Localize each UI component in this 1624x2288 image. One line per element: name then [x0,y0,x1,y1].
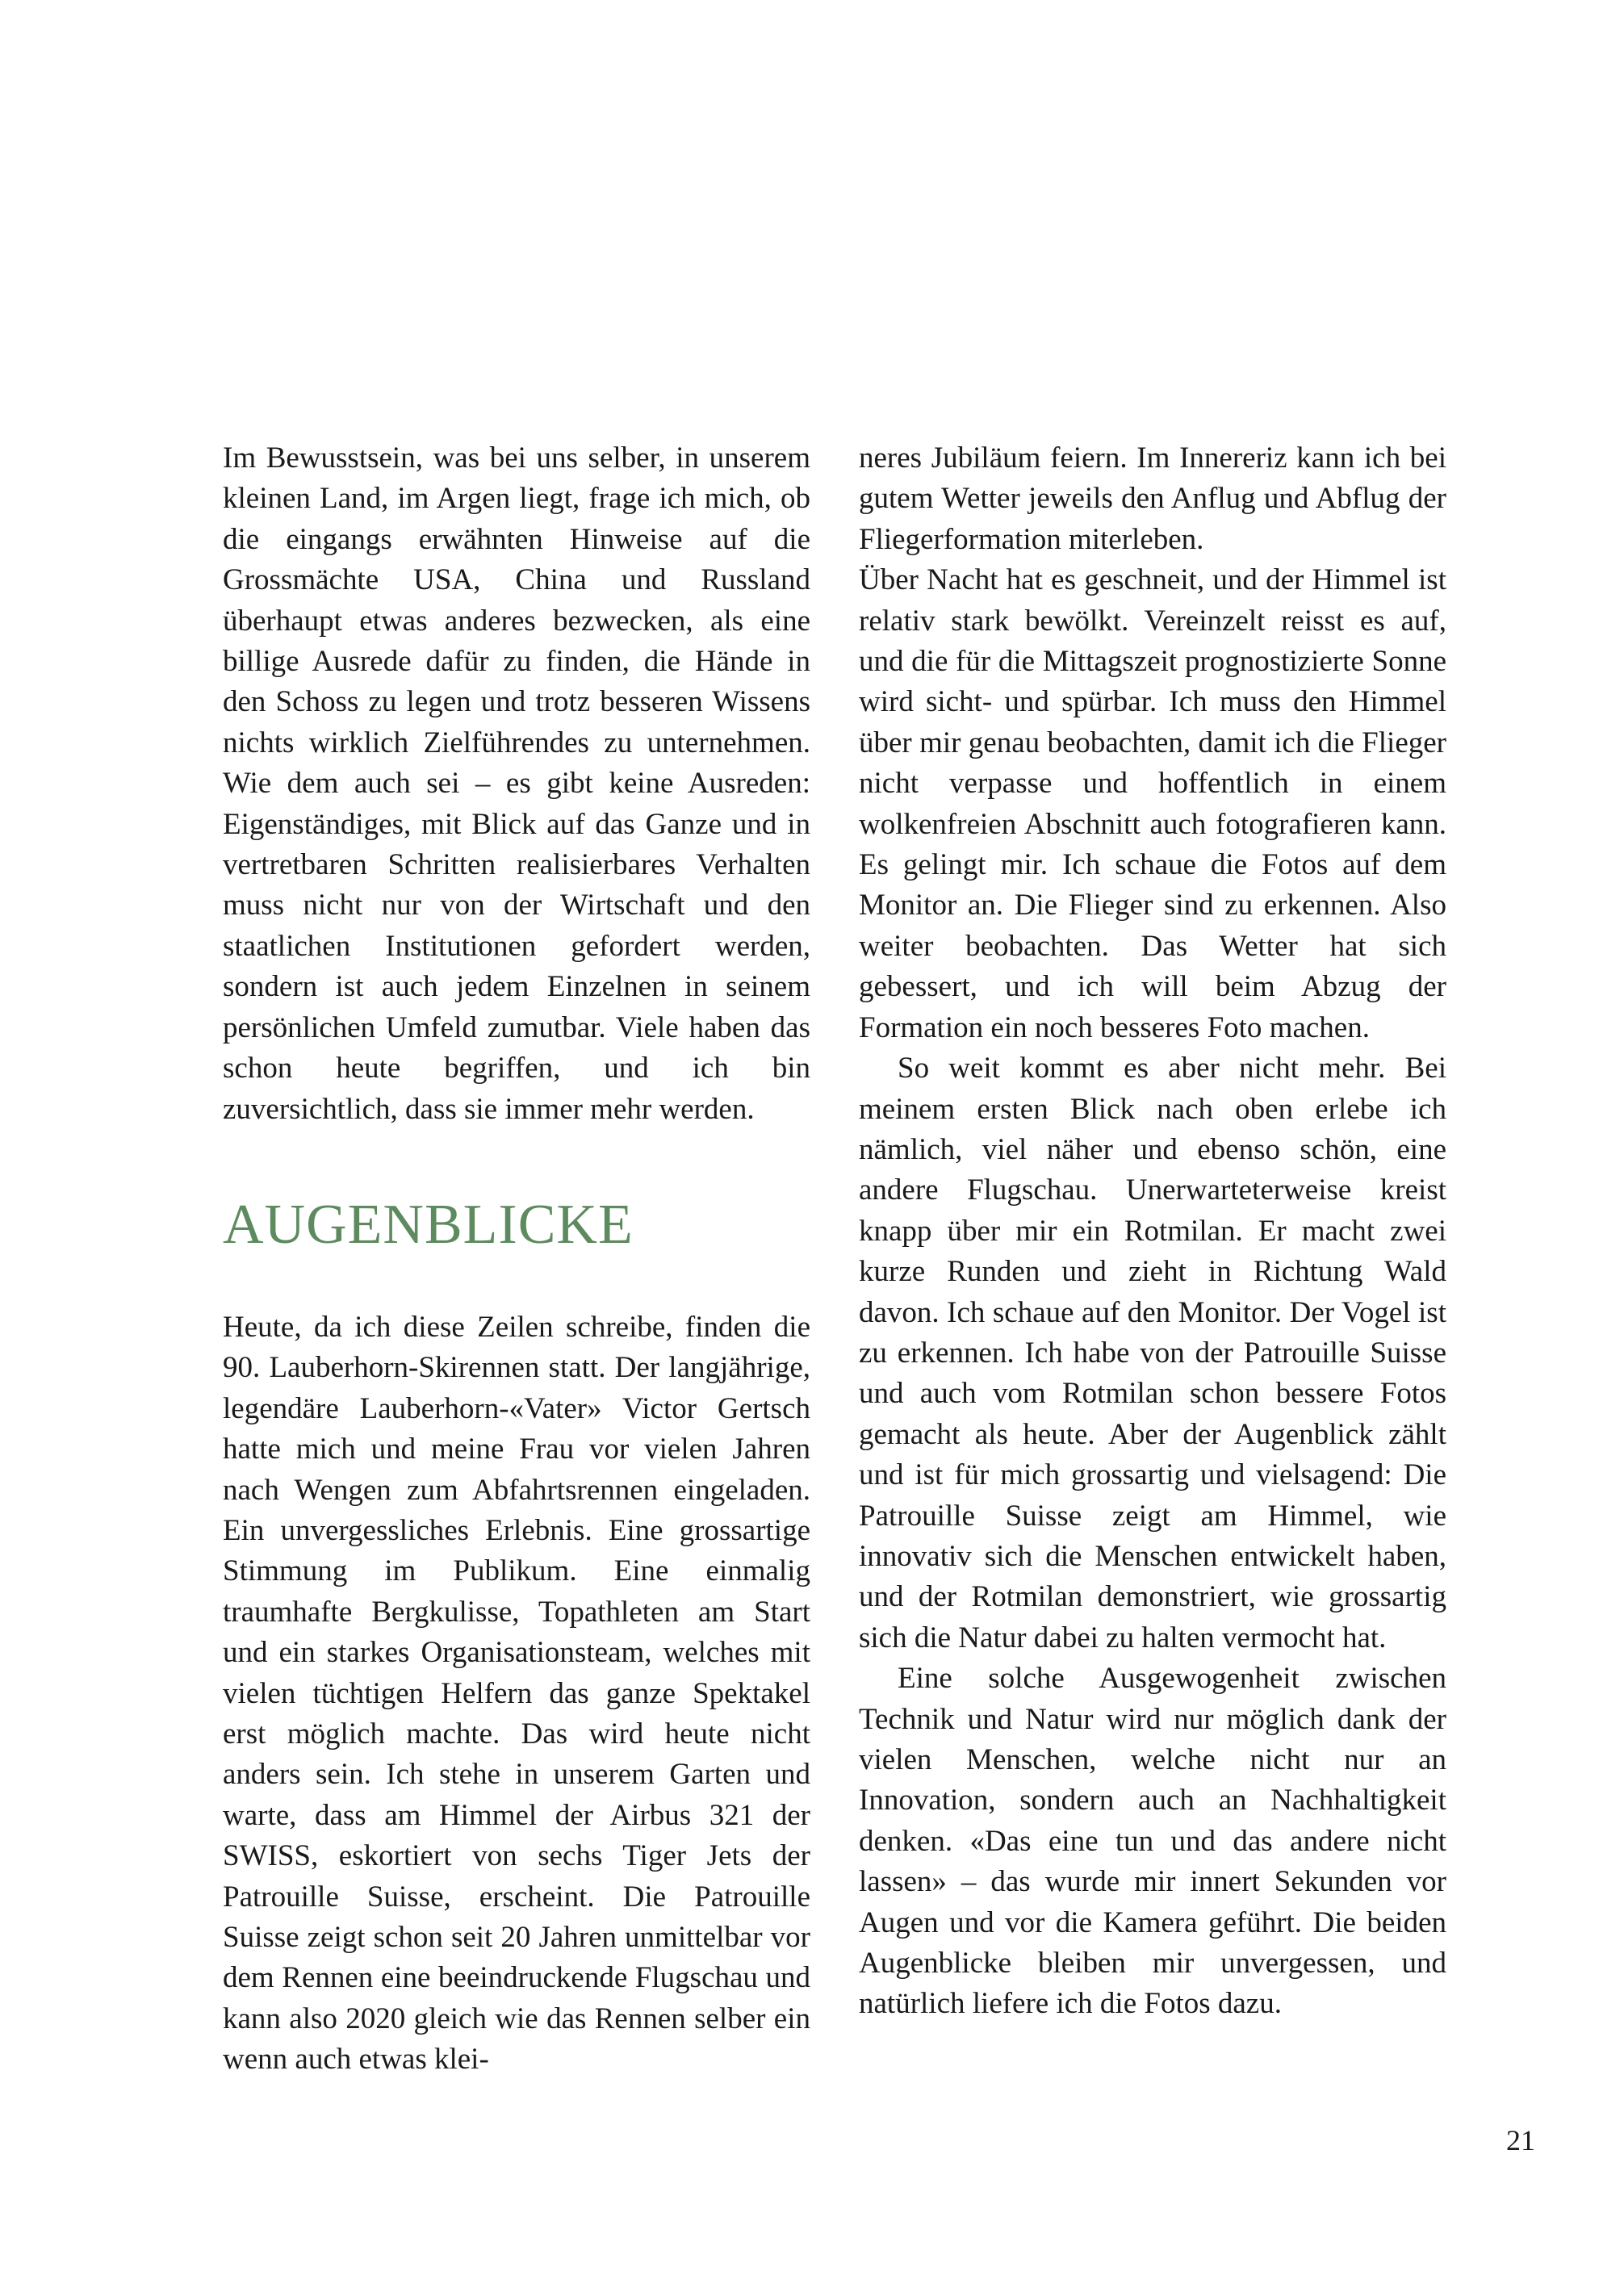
body-paragraph: Im Bewusstsein, was bei uns selber, in unserem kleinen Land, im Argen liegt, frage ich mich, ob die eingangs erwähnten Hinweise auf die Grossmächte USA, China und Russland überhaupt etwas anderes bezwecken, als eine billige Ausrede dafür zu finden, die Hände in den Schoss zu legen und trotz besseren Wissens nichts wirklich Zielführendes zu unternehmen. Wie dem auch sei – es gibt keine Ausreden: Eigenständiges, mit Blick auf das Ganze und in vertretbaren Schritten realisierbares Verhalten muss nicht nur von der Wirtschaft und den staatlichen Institutionen gefordert werden, sondern ist auch jedem Einzelnen in seinem persönlichen Umfeld zumutbar. Viele haben das schon heute begriffen, und ich bin zuversichtlich, dass sie immer mehr werden. [223,441,810,1126]
left-column [223,438,810,2081]
body-paragraph: Eine solche Ausgewogenheit zwischen Technik und Natur wird nur möglich dank der vielen Menschen, welche nicht nur an Innovation, sondern auch an Nachhaltigkeit denken. «Das eine tun und das andere nicht lassen» – das wurde mir innert Sekunden vor Augen und vor die Kamera geführt. Die beiden Augenblicke bleiben mir unvergessen, und natürlich liefere ich die Fotos dazu. [859,1662,1446,2021]
page-number: 21 [1506,2124,1535,2156]
section-heading: AUGENBLICKE [223,1193,634,1256]
body-paragraph: neres Jubiläum feiern. Im Innereriz kann ich bei gutem Wetter jeweils den Anflug und Abflug der Fliegerformation miterleben. [859,441,1446,556]
body-paragraph: So weit kommt es aber nicht mehr. Bei meinem ersten Blick nach oben erlebe ich nämlich, viel näher und ebenso schön, eine andere Flugschau. Unerwarteterweise kreist knapp über mir ein Rotmilan. Er macht zwei kurze Runden und zieht in Richtung Wald davon. Ich schaue auf den Monitor. Der Vogel ist zu erkennen. Ich habe von der Patrouille Suisse und auch vom Rotmilan schon bessere Fotos gemacht als heute. Aber der Augenblick zählt und ist für mich grossartig und vielsagend: Die Patrouille Suisse zeigt am Himmel, wie innovativ sich die Menschen entwickelt haben, und der Rotmilan demonstriert, wie grossartig sich die Natur dabei zu halten vermocht hat. [859,1052,1446,1654]
body-paragraph: Über Nacht hat es geschneit, und der Himmel ist relativ stark bewölkt. Vereinzelt reisst es auf, und die für die Mittagszeit prognostizierte Sonne wird sicht- und spürbar. Ich muss den Himmel über mir genau beobachten, damit ich die Flieger nicht verpasse und hoffentlich in einem wolkenfreien Abschnitt auch fotografieren kann. Es gelingt mir. Ich schaue die Fotos auf dem Monitor an. Die Flieger sind zu erkennen. Also weiter beobachten. Das Wetter hat sich gebessert, und ich will beim Abzug der Formation ein noch besseres Foto machen. [859,563,1446,1044]
body-paragraph: Heute, da ich diese Zeilen schreibe, finden die 90. Lauberhorn-Skirennen statt. Der langjährige, legendäre Lauberhorn-«Vater» Victor Gertsch hatte mich und meine Frau vor vielen Jahren nach Wengen zum Abfahrtsrennen eingeladen. Ein unvergessliches Erlebnis. Eine grossartige Stimmung im Publikum. Eine einmalig traumhafte Bergkulisse, Topathleten am Start und ein starkes Organisationsteam, welches mit vielen tüchtigen Helfern das ganze Spektakel erst möglich machte. Das wird heute nicht anders sein. Ich stehe in unserem Garten und warte, dass am Himmel der Airbus 321 der SWISS, eskortiert von sechs Tiger Jets der Patrouille Suisse, erscheint. Die Patrouille Suisse zeigt schon seit 20 Jahren unmittelbar vor dem Rennen eine beeindruckende Flugschau und kann also 2020 gleich wie das Rennen selber ein wenn auch etwas klei- [223,1310,810,2077]
right-column [859,438,1446,2025]
